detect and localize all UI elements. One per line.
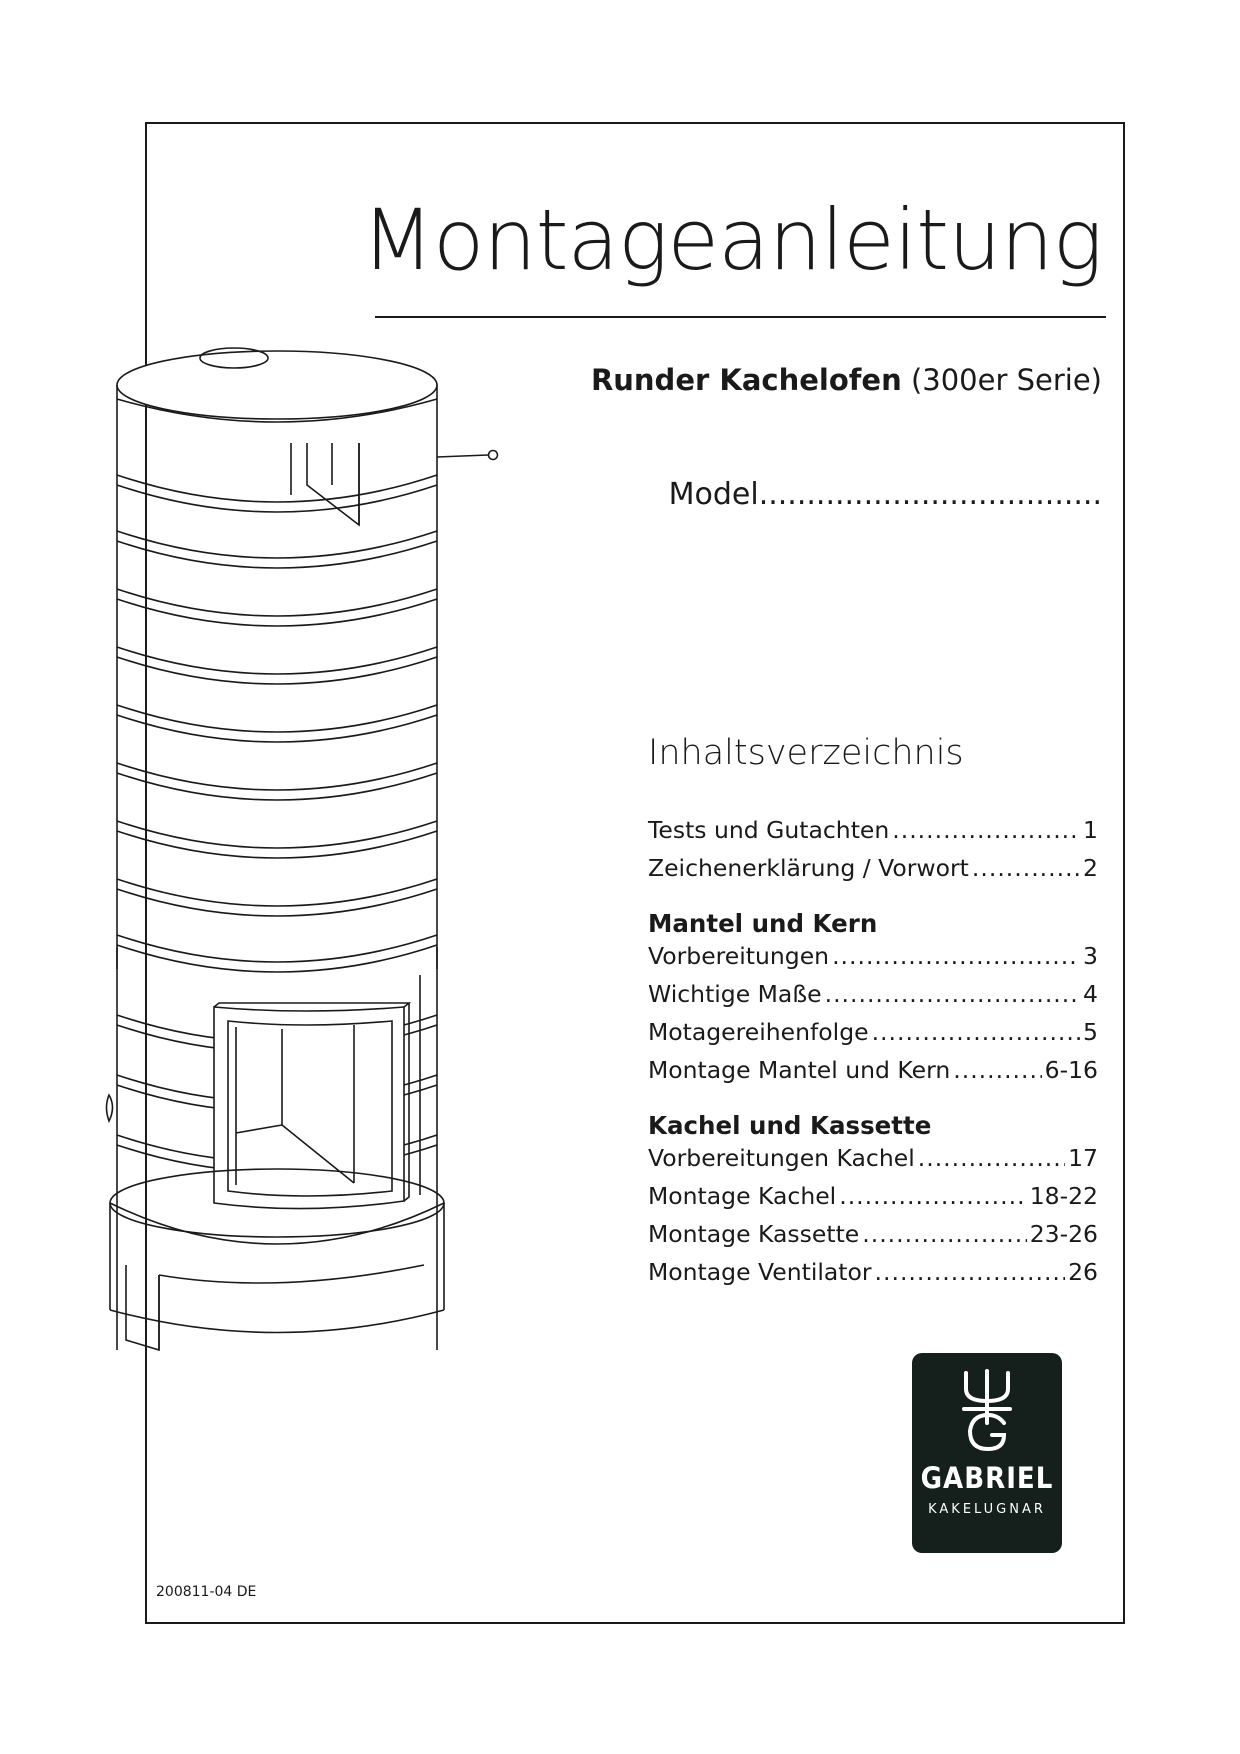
logo-wordmark: GABRIEL (920, 1461, 1054, 1495)
toc-leader (839, 1182, 1026, 1210)
toc-leader (825, 980, 1080, 1008)
document-title: Montageanleitung (361, 191, 1102, 289)
toc-entry (648, 1220, 1098, 1258)
product-subtitle (591, 363, 1102, 397)
toc-entry-label: Motagereihenfolge (648, 1018, 869, 1046)
toc-entry-label: Vorbereitungen Kachel (648, 1144, 915, 1172)
toc-leader (972, 854, 1080, 882)
toc-entry-page: 2 (1083, 854, 1098, 882)
toc-heading: Inhaltsverzeichnis (648, 733, 964, 773)
toc-entry-page: 6-16 (1044, 1056, 1098, 1084)
toc-section-heading: Kachel und Kassette (648, 1111, 932, 1140)
toc-entry-page: 4 (1083, 980, 1098, 1008)
gabriel-logo (912, 1353, 1062, 1553)
toc-entry-label: Montage Kachel (648, 1182, 837, 1210)
toc-entry (648, 1258, 1098, 1296)
toc-leader (862, 1220, 1026, 1248)
logo-tagline: KAKELUGNAR (928, 1502, 1046, 1517)
toc-leader (918, 1144, 1065, 1172)
toc-entry-page: 18-22 (1029, 1182, 1098, 1210)
stove-illustration (104, 335, 504, 1505)
crown-emblem-icon (912, 1353, 1062, 1553)
toc-entry-page: 1 (1083, 816, 1098, 844)
toc-entry-page: 3 (1083, 942, 1098, 970)
toc-entry-page: 5 (1083, 1018, 1098, 1046)
document-code: 200811-04 DE (156, 1584, 257, 1600)
toc-leader (892, 816, 1080, 844)
toc-leader (875, 1258, 1066, 1286)
toc-entry (648, 942, 1098, 980)
toc-entry-page: 17 (1068, 1144, 1098, 1172)
toc-entry (648, 1056, 1098, 1094)
toc-section-heading: Mantel und Kern (648, 909, 878, 938)
toc-entry (648, 980, 1098, 1018)
toc-entry-label: Montage Mantel und Kern (648, 1056, 951, 1084)
model-field: Model.................................... (668, 477, 1102, 512)
product-name: Runder Kachelofen (590, 363, 902, 397)
product-series: (300er Serie) (910, 363, 1102, 397)
toc-entry-label: Tests und Gutachten (648, 816, 890, 844)
toc-leader (953, 1056, 1041, 1084)
toc-leader (832, 942, 1080, 970)
toc-leader (872, 1018, 1080, 1046)
toc-entry-page: 23-26 (1029, 1220, 1098, 1248)
toc-entry (648, 1182, 1098, 1220)
toc-entry (648, 1144, 1098, 1182)
toc-entry-label: Zeichenerklärung / Vorwort (648, 854, 969, 882)
table-of-contents (648, 816, 1098, 1296)
title-rule (375, 316, 1106, 318)
toc-entry-page: 26 (1068, 1258, 1098, 1286)
toc-entry (648, 1018, 1098, 1056)
toc-entry-label: Montage Ventilator (648, 1258, 872, 1286)
toc-entry-label: Wichtige Maße (648, 980, 822, 1008)
toc-entry-label: Montage Kassette (648, 1220, 860, 1248)
toc-entry (648, 854, 1098, 892)
toc-entry-label: Vorbereitungen (648, 942, 830, 970)
toc-entry (648, 816, 1098, 854)
